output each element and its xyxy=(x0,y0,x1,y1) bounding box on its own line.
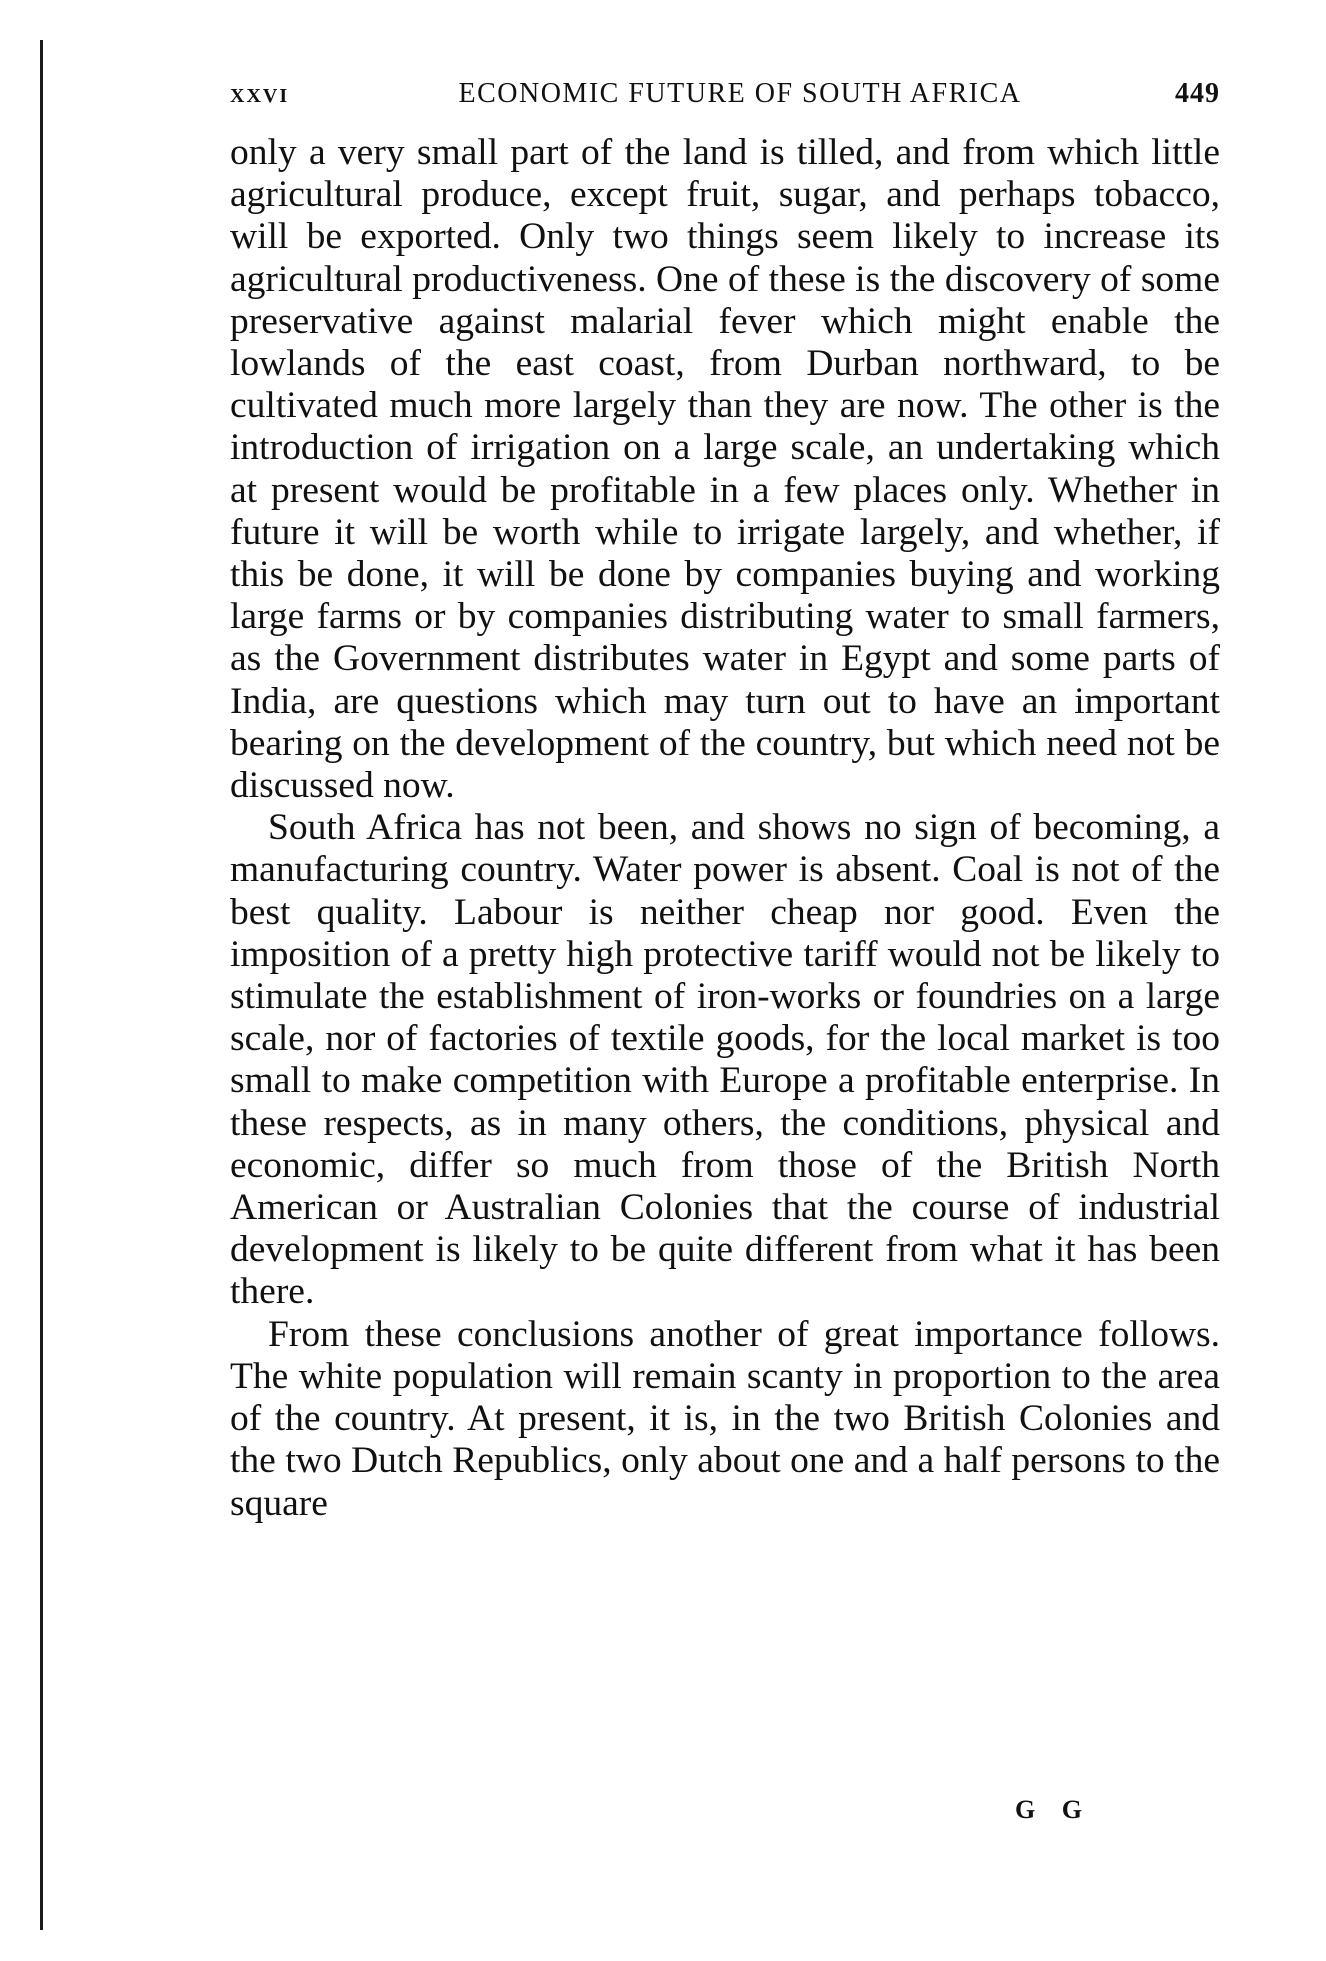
page-gutter-line xyxy=(40,40,43,1930)
signature-mark: G G xyxy=(1015,1795,1092,1824)
running-head xyxy=(230,78,1220,124)
book-page xyxy=(230,78,1220,1525)
paragraph: From these conclusions another of great importance follows. The white population will remain scanty in proportion to the area of the country. At present, it is, in the two British Colonies and the two Dutch Republics, only about one and a half persons to the square xyxy=(230,1313,1220,1524)
page-number: 449 xyxy=(1175,78,1220,109)
paragraph: South Africa has not been, and shows no sign of becoming, a manufacturing country. Water power is absent. Coal is not of the best quality. Labour is neither cheap nor good. Even the imposition of a pretty high protective tariff would not be likely to stimulate the establishment of iron-works or foundries on a large scale, nor of factories of textile goods, for the local market is too small to make competition with Europe a profitable enterprise. In these respects, as in many others, the conditions, physical and economic, differ so much from those of the British North American or Australian Colonies that the course of industrial development is likely to be quite different from what it has been there. xyxy=(230,807,1220,1313)
paragraph-continued: only a very small part of the land is tilled, and from which little agricultural produce, except fruit, sugar, and perhaps tobacco, will be exported. Only two things seem likely to increase its agricultural productiveness. One of these is the discovery of some preservative against malarial fever which might enable the lowlands of the east coast, from Durban northward, to be cultivated much more largely than they are now. The other is the introduction of irrigation on a large scale, an undertaking which at present would be profitable in a few places only. Whether in future it will be worth while to irrigate largely, and whether, if this be done, it will be done by companies buying and working large farms or by companies distributing water to small farmers, as the Government distributes water in Egypt and some parts of India, are questions which may turn out to have an important bearing on the development of the country, but which need not be discussed now. xyxy=(230,132,1220,807)
chapter-number: xxvi xyxy=(230,78,290,109)
body-text xyxy=(230,132,1220,1525)
running-title: ECONOMIC FUTURE OF SOUTH AFRICA xyxy=(458,78,1022,109)
